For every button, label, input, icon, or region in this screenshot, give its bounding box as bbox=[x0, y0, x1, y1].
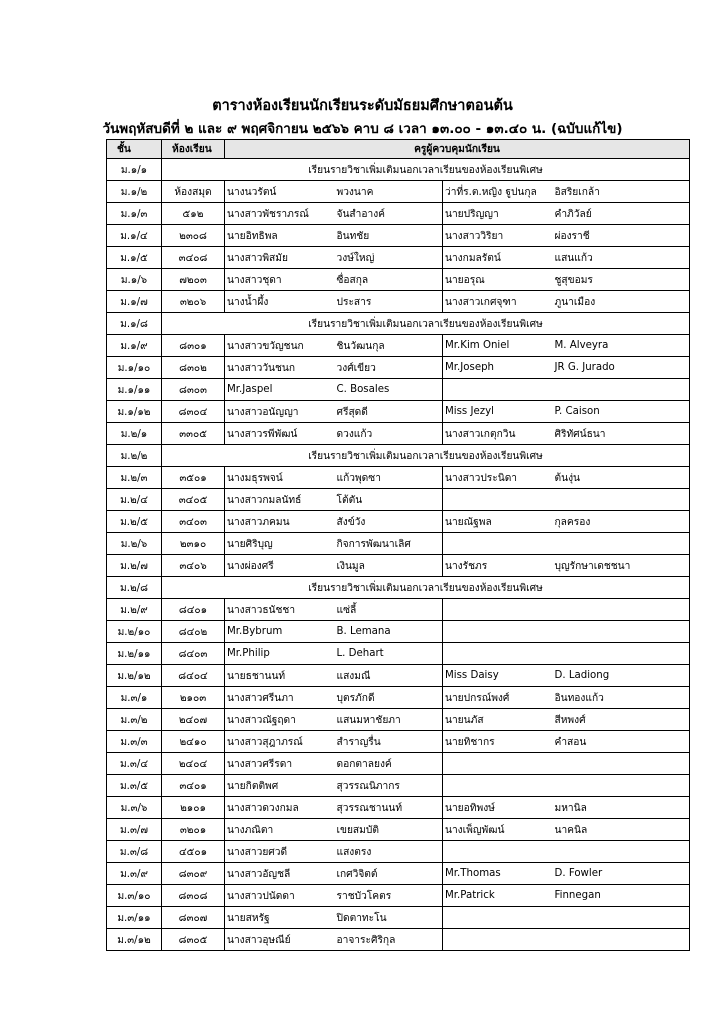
teacher2-first-name: นายอทิพงษ์ bbox=[443, 797, 553, 819]
class-level-cell: ม.๓/๔ bbox=[107, 753, 162, 775]
room-cell: ๒๑๐๓ bbox=[162, 687, 225, 709]
teacher1-last-name: แสนมหาชัยภา bbox=[335, 709, 443, 731]
class-level-cell: ม.๑/๑๑ bbox=[107, 379, 162, 401]
teacher2-last-name: ภูนาเมือง bbox=[553, 291, 690, 313]
teacher2-last-name bbox=[553, 929, 690, 951]
table-row bbox=[107, 445, 690, 467]
table-body bbox=[107, 159, 690, 951]
teacher2-last-name: อิสริยเกล้า bbox=[553, 181, 690, 203]
table-row bbox=[107, 511, 690, 533]
teacher2-last-name: มหานิล bbox=[553, 797, 690, 819]
teacher2-last-name bbox=[553, 599, 690, 621]
table-row bbox=[107, 555, 690, 577]
table-row bbox=[107, 841, 690, 863]
teacher1-last-name: แสงตรง bbox=[335, 841, 443, 863]
room-cell: ๓๔๐๕ bbox=[162, 489, 225, 511]
teacher1-last-name: สังข์วัง bbox=[335, 511, 443, 533]
teacher2-last-name bbox=[553, 775, 690, 797]
teacher1-last-name: เงินมูล bbox=[335, 555, 443, 577]
teacher2-first-name: นางสาวเกศจุฑา bbox=[443, 291, 553, 313]
room-cell: ๓๒๐๖ bbox=[162, 291, 225, 313]
teacher2-first-name: นางสาววิริยา bbox=[443, 225, 553, 247]
teacher2-first-name: นายอรุณ bbox=[443, 269, 553, 291]
teacher2-last-name bbox=[553, 907, 690, 929]
class-level-cell: ม.๒/๔ bbox=[107, 489, 162, 511]
room-cell: ๘๔๐๔ bbox=[162, 665, 225, 687]
teacher1-first-name: นางสาวอุษณีย์ bbox=[225, 929, 335, 951]
teacher1-last-name: โต้ตัน bbox=[335, 489, 443, 511]
room-cell: ๓๒๐๑ bbox=[162, 819, 225, 841]
teacher2-first-name: Mr.Kim Oniel bbox=[443, 335, 553, 357]
teacher2-first-name: นายปกรณ์พงศ์ bbox=[443, 687, 553, 709]
table-row bbox=[107, 313, 690, 335]
special-class-note: เรียนรายวิชาเพิ่มเติมนอกเวลาเรียนของห้องเรียนพิเศษ bbox=[162, 577, 690, 599]
teacher2-first-name bbox=[443, 753, 553, 775]
room-cell: ๘๓๐๘ bbox=[162, 885, 225, 907]
class-level-cell: ม.๓/๒ bbox=[107, 709, 162, 731]
teacher2-first-name bbox=[443, 379, 553, 401]
table-row bbox=[107, 709, 690, 731]
room-cell: ๒๓๑๐ bbox=[162, 533, 225, 555]
teacher2-last-name bbox=[553, 841, 690, 863]
teacher2-first-name bbox=[443, 489, 553, 511]
table-row bbox=[107, 907, 690, 929]
teacher2-first-name bbox=[443, 929, 553, 951]
room-cell: ๕๑๒ bbox=[162, 203, 225, 225]
class-level-cell: ม.๒/๑๒ bbox=[107, 665, 162, 687]
table-row bbox=[107, 731, 690, 753]
teacher1-first-name: นางสาวอัญชลี bbox=[225, 863, 335, 885]
table-row bbox=[107, 753, 690, 775]
teacher1-last-name: ซื่อสกุล bbox=[335, 269, 443, 291]
teacher1-last-name: บุตรภักดี bbox=[335, 687, 443, 709]
table-header-row bbox=[107, 140, 690, 159]
teacher2-first-name: Miss Jezyl bbox=[443, 401, 553, 423]
room-cell: ๓๓๐๕ bbox=[162, 423, 225, 445]
teacher2-first-name bbox=[443, 533, 553, 555]
table-row bbox=[107, 643, 690, 665]
room-cell: ๓๔๐๘ bbox=[162, 247, 225, 269]
table-row bbox=[107, 687, 690, 709]
table-row bbox=[107, 423, 690, 445]
table-row bbox=[107, 181, 690, 203]
table-row bbox=[107, 577, 690, 599]
teacher1-first-name: นางสาวณัฐฤดา bbox=[225, 709, 335, 731]
teacher2-last-name: P. Caison bbox=[553, 401, 690, 423]
table-row bbox=[107, 335, 690, 357]
teacher2-last-name: ชูสุขอมร bbox=[553, 269, 690, 291]
teacher1-last-name: สุวรรณนิภากร bbox=[335, 775, 443, 797]
teacher1-first-name: นางสาวปนัดดา bbox=[225, 885, 335, 907]
table-row bbox=[107, 621, 690, 643]
teacher1-last-name: สำราญรื่น bbox=[335, 731, 443, 753]
class-level-cell: ม.๓/๖ bbox=[107, 797, 162, 819]
teacher1-first-name: นางสาววันชนก bbox=[225, 357, 335, 379]
teacher2-last-name: ศิริทัศน์ธนา bbox=[553, 423, 690, 445]
class-level-cell: ม.๑/๑ bbox=[107, 159, 162, 181]
column-header-teacher: ครูผู้ควบคุมนักเรียน bbox=[225, 140, 690, 159]
class-level-cell: ม.๒/๙ bbox=[107, 599, 162, 621]
table-row bbox=[107, 357, 690, 379]
teacher1-last-name: เกศวิจิตต์ bbox=[335, 863, 443, 885]
teacher2-first-name: นายทิชากร bbox=[443, 731, 553, 753]
room-cell: ๔๕๐๑ bbox=[162, 841, 225, 863]
teacher1-last-name: L. Dehart bbox=[335, 643, 443, 665]
teacher1-first-name: นางน้ำผึ้ง bbox=[225, 291, 335, 313]
class-level-cell: ม.๓/๗ bbox=[107, 819, 162, 841]
class-level-cell: ม.๑/๒ bbox=[107, 181, 162, 203]
teacher2-first-name: นางสาวเกตุกวิน bbox=[443, 423, 553, 445]
teacher1-last-name: B. Lemana bbox=[335, 621, 443, 643]
teacher1-first-name: นายศิริบุญ bbox=[225, 533, 335, 555]
teacher1-first-name: Mr.Bybrum bbox=[225, 621, 335, 643]
room-cell: ๘๓๐๔ bbox=[162, 401, 225, 423]
teacher2-first-name: นางสาวประนิดา bbox=[443, 467, 553, 489]
teacher1-last-name: ชินวัฒนกุล bbox=[335, 335, 443, 357]
room-cell: ๘๓๐๑ bbox=[162, 335, 225, 357]
teacher2-first-name: นายณัฐพล bbox=[443, 511, 553, 533]
room-cell: ๓๔๐๑ bbox=[162, 775, 225, 797]
table-row bbox=[107, 159, 690, 181]
teacher1-first-name: นางสาวภคมน bbox=[225, 511, 335, 533]
room-cell: ๒๓๐๘ bbox=[162, 225, 225, 247]
table-row bbox=[107, 489, 690, 511]
teacher1-last-name: แซ่ลี้ bbox=[335, 599, 443, 621]
teacher1-last-name: ราชบัวโคตร bbox=[335, 885, 443, 907]
teacher2-last-name: อินทองแก้ว bbox=[553, 687, 690, 709]
teacher1-last-name: อาจาระศิริกุล bbox=[335, 929, 443, 951]
teacher1-last-name: แก้วพุดซา bbox=[335, 467, 443, 489]
teacher2-last-name bbox=[553, 533, 690, 555]
room-cell: ๘๔๐๒ bbox=[162, 621, 225, 643]
class-level-cell: ม.๑/๓ bbox=[107, 203, 162, 225]
teacher2-last-name: บุญรักษาเดชชนา bbox=[553, 555, 690, 577]
teacher1-last-name: วงษ์ใหญ่ bbox=[335, 247, 443, 269]
teacher1-first-name: Mr.Philip bbox=[225, 643, 335, 665]
teacher1-first-name: นางสาวกมลนัทธ์ bbox=[225, 489, 335, 511]
table-row bbox=[107, 225, 690, 247]
table-row bbox=[107, 885, 690, 907]
special-class-note: เรียนรายวิชาเพิ่มเติมนอกเวลาเรียนของห้องเรียนพิเศษ bbox=[162, 445, 690, 467]
teacher1-first-name: นางสาวขวัญชนก bbox=[225, 335, 335, 357]
class-level-cell: ม.๒/๑ bbox=[107, 423, 162, 445]
teacher2-last-name bbox=[553, 489, 690, 511]
class-level-cell: ม.๓/๑๐ bbox=[107, 885, 162, 907]
class-level-cell: ม.๑/๕ bbox=[107, 247, 162, 269]
teacher1-first-name: นางสาวยศวดี bbox=[225, 841, 335, 863]
teacher1-last-name: สุวรรณชานนท์ bbox=[335, 797, 443, 819]
teacher2-last-name: สีหพงศ์ bbox=[553, 709, 690, 731]
room-cell: ๒๔๑๐ bbox=[162, 731, 225, 753]
class-level-cell: ม.๒/๓ bbox=[107, 467, 162, 489]
room-cell: ๘๓๐๒ bbox=[162, 357, 225, 379]
teacher1-first-name: นางสาวอนัญญา bbox=[225, 401, 335, 423]
table-row bbox=[107, 797, 690, 819]
class-level-cell: ม.๒/๑๐ bbox=[107, 621, 162, 643]
teacher1-last-name: ปิดตาทะโน bbox=[335, 907, 443, 929]
teacher1-first-name: นางสาวศรีนภา bbox=[225, 687, 335, 709]
class-level-cell: ม.๒/๘ bbox=[107, 577, 162, 599]
room-cell: ๘๓๐๓ bbox=[162, 379, 225, 401]
class-level-cell: ม.๒/๑๑ bbox=[107, 643, 162, 665]
teacher1-last-name: C. Bosales bbox=[335, 379, 443, 401]
room-cell: ๓๔๐๖ bbox=[162, 555, 225, 577]
teacher2-first-name: Mr.Joseph bbox=[443, 357, 553, 379]
page-title: ตารางห้องเรียนนักเรียนระดับมัธยมศึกษาตอนต้น bbox=[212, 98, 513, 114]
table-row bbox=[107, 401, 690, 423]
teacher2-last-name: แสนแก้ว bbox=[553, 247, 690, 269]
table-row bbox=[107, 467, 690, 489]
classroom-table bbox=[106, 139, 690, 951]
class-level-cell: ม.๑/๘ bbox=[107, 313, 162, 335]
teacher2-last-name: กุลครอง bbox=[553, 511, 690, 533]
teacher2-first-name: นายนภัส bbox=[443, 709, 553, 731]
teacher1-first-name: นายธชานนท์ bbox=[225, 665, 335, 687]
teacher2-first-name bbox=[443, 841, 553, 863]
column-header-level: ชั้น bbox=[107, 140, 162, 159]
teacher1-first-name: นางนวรัตน์ bbox=[225, 181, 335, 203]
table-row bbox=[107, 665, 690, 687]
teacher2-first-name: ว่าที่ร.ต.หญิง ฐูปนกุล bbox=[443, 181, 553, 203]
teacher1-first-name: นายกิตติพศ bbox=[225, 775, 335, 797]
teacher2-last-name: JR G. Jurado bbox=[553, 357, 690, 379]
room-cell: ๗๒๐๓ bbox=[162, 269, 225, 291]
table-row bbox=[107, 247, 690, 269]
table-row bbox=[107, 379, 690, 401]
class-level-cell: ม.๑/๑๒ bbox=[107, 401, 162, 423]
teacher2-last-name bbox=[553, 753, 690, 775]
teacher1-last-name: ประสาร bbox=[335, 291, 443, 313]
teacher1-first-name: นางสาวชุดา bbox=[225, 269, 335, 291]
class-level-cell: ม.๒/๖ bbox=[107, 533, 162, 555]
teacher1-last-name: จันสำอางค์ bbox=[335, 203, 443, 225]
teacher2-first-name bbox=[443, 643, 553, 665]
teacher2-first-name: นางรัชภร bbox=[443, 555, 553, 577]
teacher1-first-name: นางสาวพัชราภรณ์ bbox=[225, 203, 335, 225]
teacher1-first-name: นางผ่องศรี bbox=[225, 555, 335, 577]
teacher2-last-name: คำภิวัลย์ bbox=[553, 203, 690, 225]
teacher1-last-name: ศรีสุดดี bbox=[335, 401, 443, 423]
table-row bbox=[107, 775, 690, 797]
teacher2-first-name: Miss Daisy bbox=[443, 665, 553, 687]
teacher2-first-name bbox=[443, 775, 553, 797]
room-cell: ๒๔๐๔ bbox=[162, 753, 225, 775]
teacher1-last-name: กิจการพัฒนาเลิศ bbox=[335, 533, 443, 555]
room-cell: ๘๓๐๕ bbox=[162, 929, 225, 951]
table-row bbox=[107, 291, 690, 313]
teacher2-last-name bbox=[553, 621, 690, 643]
teacher1-last-name: พวงนาค bbox=[335, 181, 443, 203]
teacher2-first-name: นางกมลรัตน์ bbox=[443, 247, 553, 269]
teacher1-last-name: อินทชัย bbox=[335, 225, 443, 247]
class-level-cell: ม.๓/๑๑ bbox=[107, 907, 162, 929]
teacher2-last-name bbox=[553, 379, 690, 401]
room-cell: ๓๔๐๓ bbox=[162, 511, 225, 533]
teacher2-last-name: ต้นงุ่น bbox=[553, 467, 690, 489]
class-level-cell: ม.๓/๓ bbox=[107, 731, 162, 753]
class-level-cell: ม.๒/๒ bbox=[107, 445, 162, 467]
class-level-cell: ม.๓/๑๒ bbox=[107, 929, 162, 951]
teacher2-first-name: Mr.Thomas bbox=[443, 863, 553, 885]
table-row bbox=[107, 819, 690, 841]
teacher2-first-name: Mr.Patrick bbox=[443, 885, 553, 907]
class-level-cell: ม.๓/๙ bbox=[107, 863, 162, 885]
special-class-note: เรียนรายวิชาเพิ่มเติมนอกเวลาเรียนของห้องเรียนพิเศษ bbox=[162, 159, 690, 181]
teacher1-first-name: นางมธุรพจน์ bbox=[225, 467, 335, 489]
room-cell: ๓๕๐๑ bbox=[162, 467, 225, 489]
class-level-cell: ม.๒/๗ bbox=[107, 555, 162, 577]
teacher1-last-name: แสงมณี bbox=[335, 665, 443, 687]
table-row bbox=[107, 599, 690, 621]
teacher1-first-name: นางภณิตา bbox=[225, 819, 335, 841]
teacher1-first-name: นางสาวสุฎาภรณ์ bbox=[225, 731, 335, 753]
class-level-cell: ม.๒/๕ bbox=[107, 511, 162, 533]
class-level-cell: ม.๑/๖ bbox=[107, 269, 162, 291]
room-cell: ๘๓๐๙ bbox=[162, 863, 225, 885]
teacher2-last-name: นาคนิล bbox=[553, 819, 690, 841]
teacher2-last-name bbox=[553, 643, 690, 665]
teacher1-last-name: ดอกตาลยงค์ bbox=[335, 753, 443, 775]
teacher2-last-name: คำสอน bbox=[553, 731, 690, 753]
teacher2-last-name: D. Fowler bbox=[553, 863, 690, 885]
teacher1-first-name: นายสหรัฐ bbox=[225, 907, 335, 929]
class-level-cell: ม.๓/๑ bbox=[107, 687, 162, 709]
teacher2-first-name: นายปริญญา bbox=[443, 203, 553, 225]
teacher1-last-name: ดวงแก้ว bbox=[335, 423, 443, 445]
column-header-room: ห้องเรียน bbox=[162, 140, 225, 159]
room-cell: ๒๔๐๗ bbox=[162, 709, 225, 731]
page-subtitle: วันพฤหัสบดีที่ ๒ และ ๙ พฤศจิกายน ๒๕๖๖ คาบ ๘ เวลา ๑๓.๐๐ - ๑๓.๔๐ น. (ฉบับแก้ไข) bbox=[102, 121, 623, 137]
room-cell: ๒๑๐๑ bbox=[162, 797, 225, 819]
teacher2-last-name: ผ่องราชี bbox=[553, 225, 690, 247]
room-cell: ๘๔๐๓ bbox=[162, 643, 225, 665]
class-level-cell: ม.๓/๘ bbox=[107, 841, 162, 863]
table-row bbox=[107, 203, 690, 225]
teacher1-first-name: นางสาวดวงกมล bbox=[225, 797, 335, 819]
room-cell: ๘๔๐๑ bbox=[162, 599, 225, 621]
class-level-cell: ม.๑/๔ bbox=[107, 225, 162, 247]
table-row bbox=[107, 863, 690, 885]
class-level-cell: ม.๑/๗ bbox=[107, 291, 162, 313]
teacher1-last-name: วงศ์เขียว bbox=[335, 357, 443, 379]
teacher2-first-name: นางเพ็ญพัฒน์ bbox=[443, 819, 553, 841]
class-level-cell: ม.๑/๑๐ bbox=[107, 357, 162, 379]
teacher1-first-name: นางสาวธนัชชา bbox=[225, 599, 335, 621]
room-cell: ๘๓๐๗ bbox=[162, 907, 225, 929]
teacher2-first-name bbox=[443, 907, 553, 929]
teacher1-first-name: นางสาวพิสมัย bbox=[225, 247, 335, 269]
teacher1-last-name: เขยสมบัติ bbox=[335, 819, 443, 841]
table-row bbox=[107, 929, 690, 951]
table-row bbox=[107, 533, 690, 555]
room-cell: ห้องสมุด bbox=[162, 181, 225, 203]
teacher2-last-name: D. Ladiong bbox=[553, 665, 690, 687]
special-class-note: เรียนรายวิชาเพิ่มเติมนอกเวลาเรียนของห้องเรียนพิเศษ bbox=[162, 313, 690, 335]
teacher2-first-name bbox=[443, 621, 553, 643]
class-level-cell: ม.๑/๙ bbox=[107, 335, 162, 357]
table-row bbox=[107, 269, 690, 291]
teacher1-first-name: นางสาวรพีพัฒน์ bbox=[225, 423, 335, 445]
teacher2-last-name: Finnegan bbox=[553, 885, 690, 907]
teacher1-first-name: นายอิทธิพล bbox=[225, 225, 335, 247]
teacher2-first-name bbox=[443, 599, 553, 621]
teacher1-first-name: Mr.Jaspel bbox=[225, 379, 335, 401]
teacher1-first-name: นางสาวศรีรดา bbox=[225, 753, 335, 775]
class-level-cell: ม.๓/๕ bbox=[107, 775, 162, 797]
teacher2-last-name: M. Alveyra bbox=[553, 335, 690, 357]
